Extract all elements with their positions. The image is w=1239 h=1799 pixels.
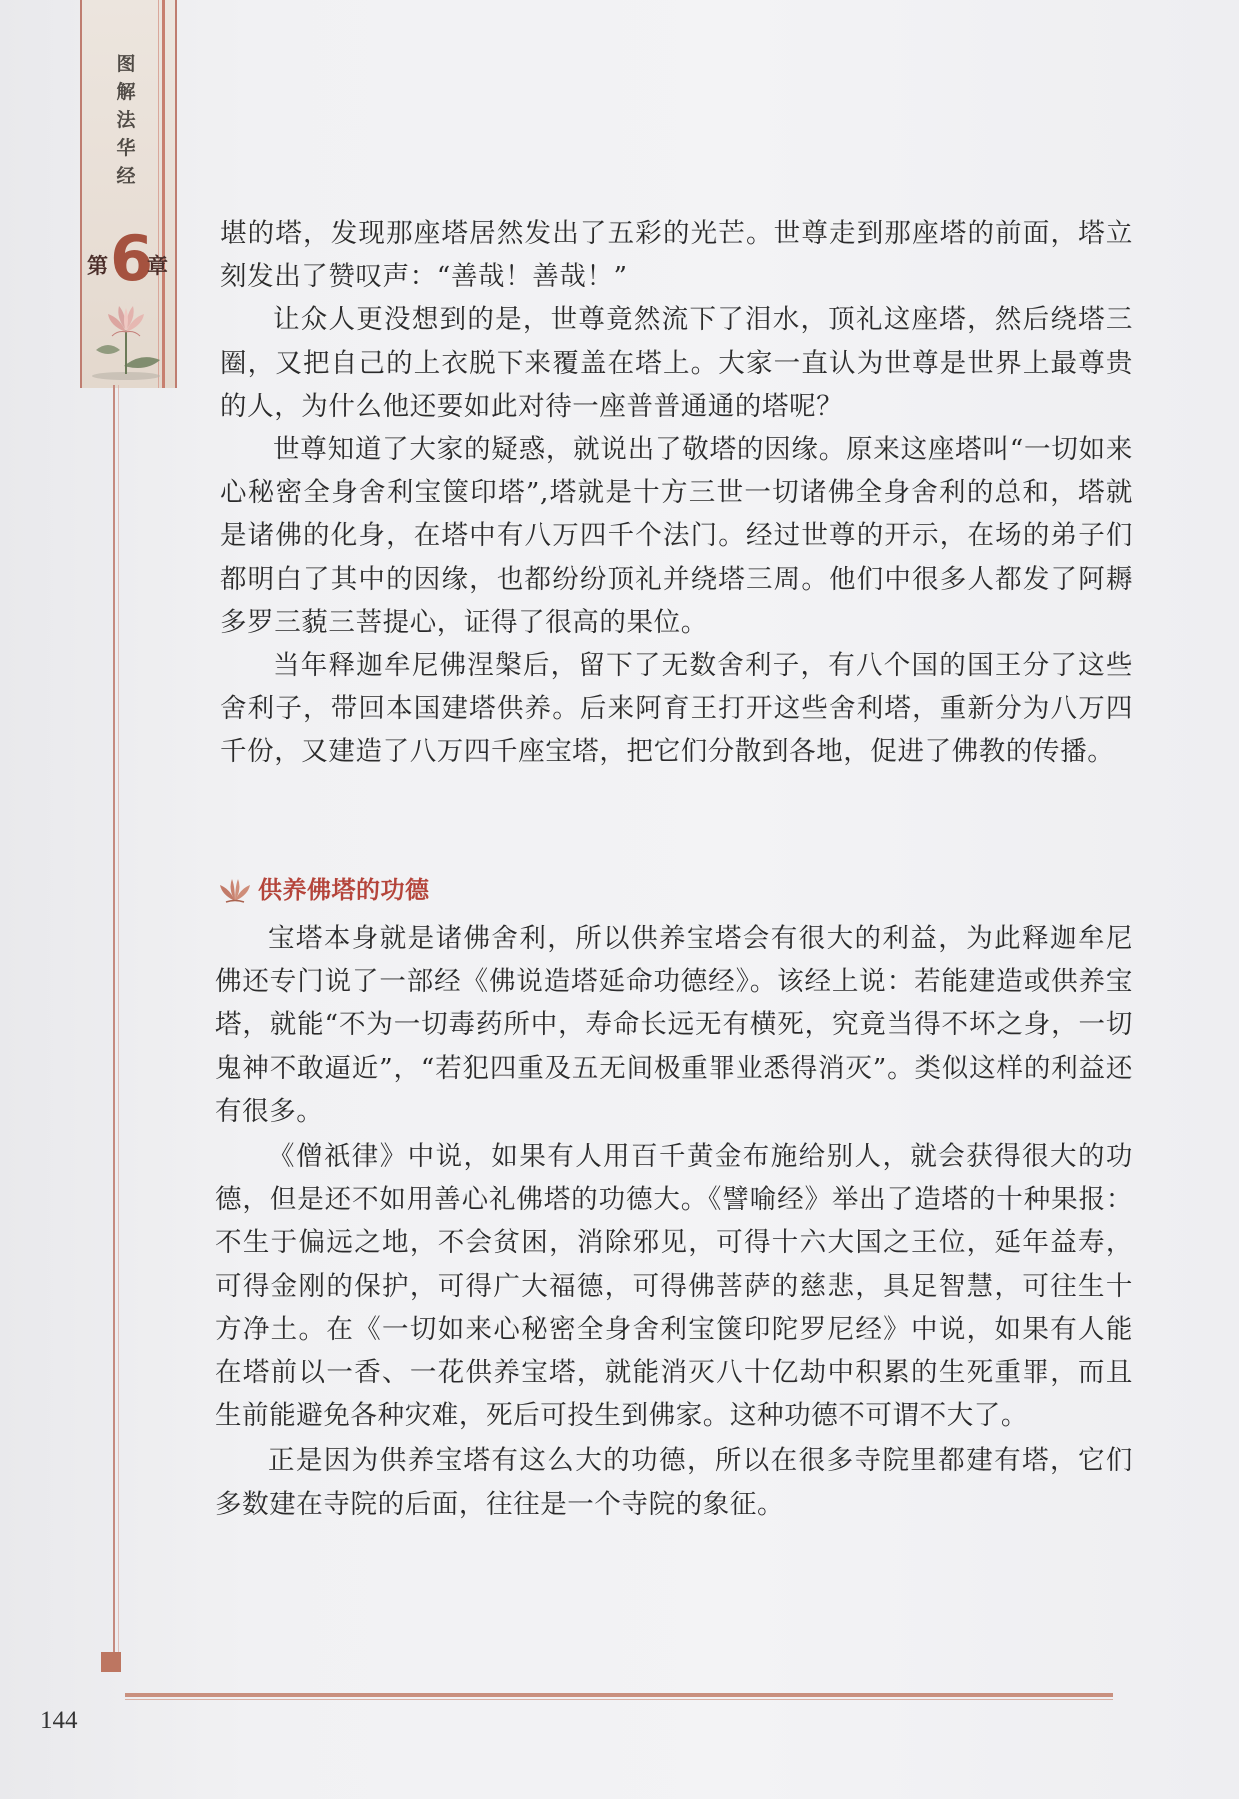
chapter-number: 6 [110, 222, 154, 295]
chapter-tab [80, 0, 177, 388]
body-text [220, 212, 1133, 774]
chapter-prefix: 第 [87, 254, 108, 278]
book-title-vertical [82, 50, 170, 190]
paragraph: 堪的塔，发现那座塔居然发出了五彩的光芒。世尊走到那座塔的前面，塔立刻发出了赞叹声：“善哉！善哉！” [220, 218, 1133, 293]
lotus-illustration-icon [86, 300, 166, 382]
book-title-char: 图 [116, 53, 136, 75]
paragraph: 宝塔本身就是诸佛舍利，所以供养宝塔会有很大的利益，为此释迦牟尼佛还专门说了一部经《佛说造塔延命功德经》。该经上说：若能建造或供养宝塔，就能“不为一切毒药所中，寿命长远无有横死，究竟当得不坏之身，一切鬼神不敢逼近”，“若犯四重及五无间极重罪业悉得消灭”。类似这样的利益还有很多。 [215, 923, 1133, 1127]
footer-square-ornament [101, 1652, 121, 1672]
chapter-suffix: 章 [147, 254, 168, 278]
paragraph: 《僧祇律》中说，如果有人用百千黄金布施给别人，就会获得很大的功德，但是还不如用善心礼佛塔的功德大。《譬喻经》举出了造塔的十种果报：不生于偏远之地，不会贫困，消除邪见，可得十六大国之王位，延年益寿，可得金刚的保护，可得广大福德，可得佛菩萨的慈悲，具足智慧，可往生十方净土。在《一切如来心秘密全身舍利宝箧印陀罗尼经》中说，如果有人能在塔前以一香、一花供养宝塔，就能消灭八十亿劫中积累的生死重罪，而且生前能避免各种灾难，死后可投生到佛家。这种功德不可谓不大了。 [215, 1141, 1133, 1432]
section-title: 供养佛塔的功德 [258, 876, 430, 905]
section-offering-merit [215, 869, 1133, 1526]
footer-rule [125, 1693, 1113, 1697]
paragraph: 世尊知道了大家的疑惑，就说出了敬塔的因缘。原来这座塔叫“一切如来心秘密全身舍利宝箧印塔”,塔就是十方三世一切诸佛全身舍利的总和，塔就是诸佛的化身，在塔中有八万四千个法门。经过世尊的开示，在场的弟子们都明白了其中的因缘，也都纷纷顶礼并绕塔三周。他们中很多人都发了阿耨多罗三藐三菩提心，证得了很高的果位。 [220, 434, 1133, 638]
book-title-char: 华 [116, 137, 136, 159]
book-title-char: 解 [116, 81, 136, 103]
paragraph: 当年释迦牟尼佛涅槃后，留下了无数舍利子，有八个国的国王分了这些舍利子，带回本国建塔供养。后来阿育王打开这些舍利塔，重新分为八万四千份，又建造了八万四千座宝塔，把它们分散到各地，促进了佛教的传播。 [220, 650, 1133, 768]
page-number: 144 [40, 1707, 78, 1734]
paragraph: 让众人更没想到的是，世尊竟然流下了泪水，顶礼这座塔，然后绕塔三圈，又把自己的上衣脱下来覆盖在塔上。大家一直认为世尊是世界上最尊贵的人，为什么他还要如此对待一座普普通通的塔呢？ [220, 304, 1133, 422]
margin-rule-thin [118, 385, 119, 1660]
margin-rule [113, 385, 115, 1660]
section-heading [218, 869, 1133, 913]
paragraph: 正是因为供养宝塔有这么大的功德，所以在很多寺院里都建有塔，它们多数建在寺院的后面，往往是一个寺院的象征。 [215, 1445, 1133, 1520]
chapter-label [87, 222, 168, 298]
lotus-bullet-icon [218, 875, 252, 907]
book-title-char: 经 [116, 165, 136, 187]
book-title-char: 法 [116, 109, 136, 131]
footer-rule-thin [125, 1699, 1113, 1700]
